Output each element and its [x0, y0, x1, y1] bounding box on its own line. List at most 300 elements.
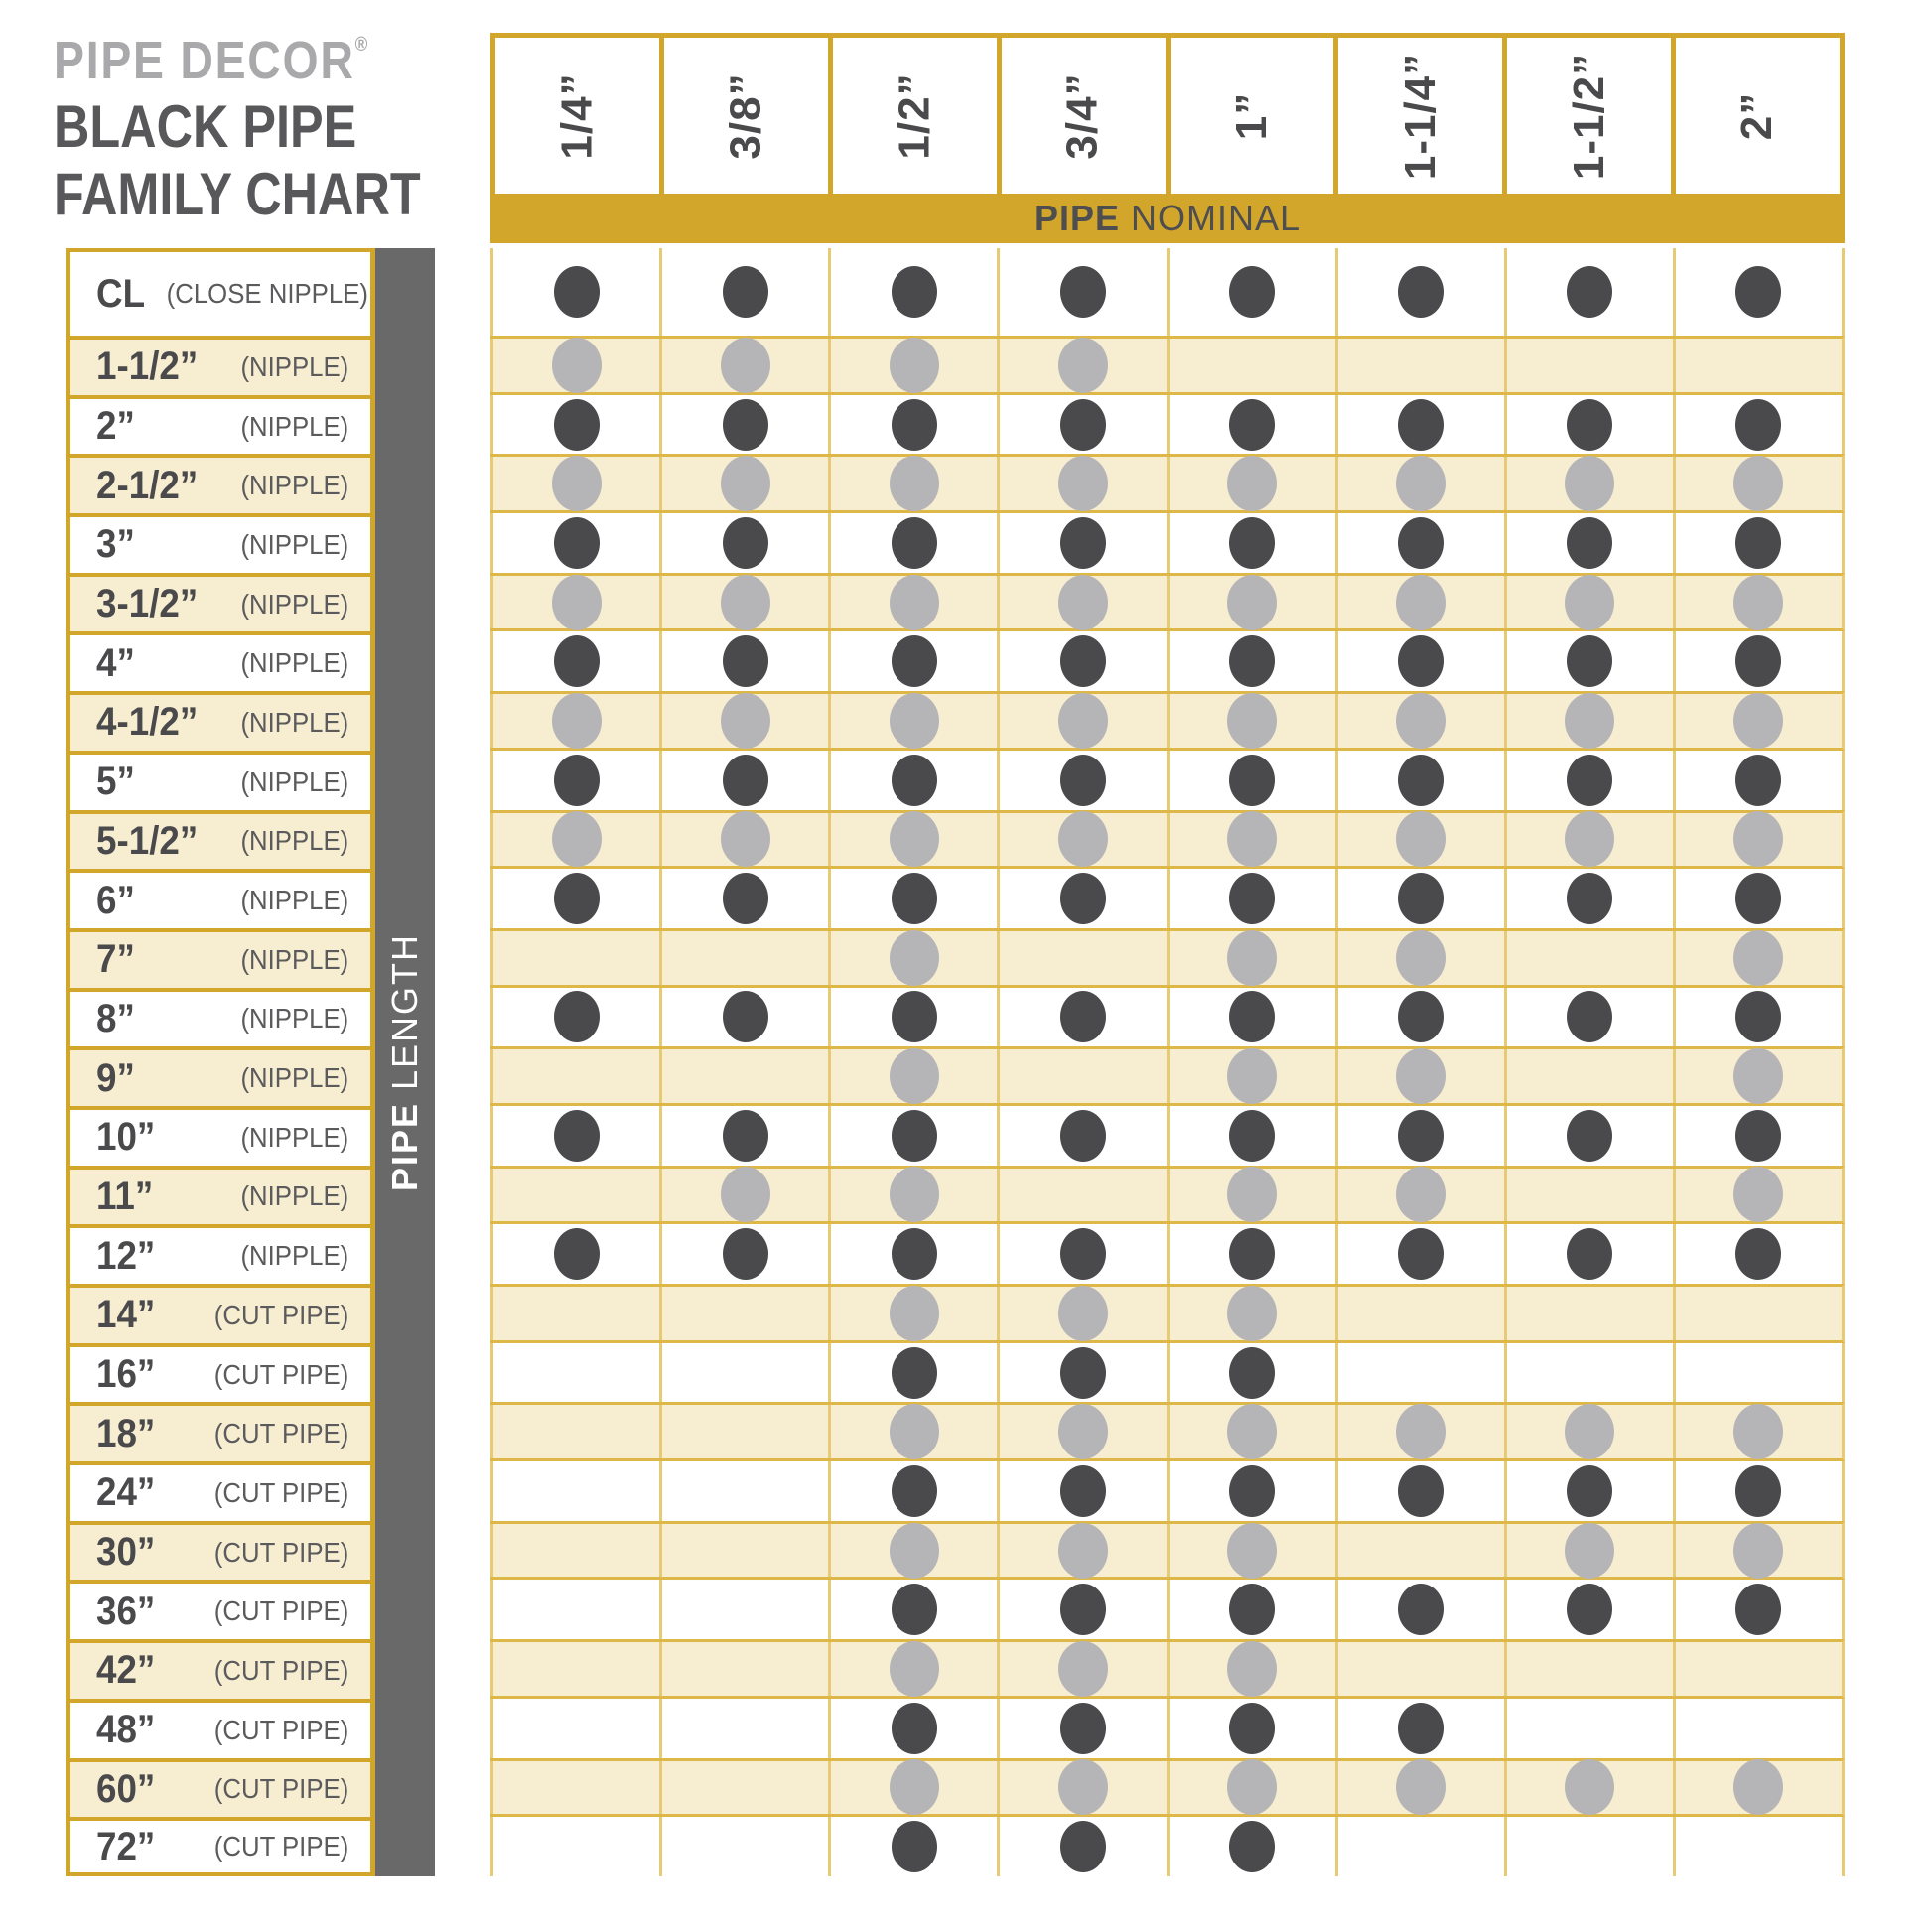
row-kind-label: (NIPPLE) [240, 765, 348, 797]
grid-cell-42”-1” [1167, 1642, 1335, 1696]
grid-cell-10”-1/2” [828, 1106, 997, 1166]
row-label-16” [66, 1343, 375, 1403]
grid-cell-2”-1-1/4” [1335, 395, 1504, 455]
grid-cell-4”-1-1/4” [1335, 631, 1504, 691]
availability-dot-18”-3/4” [1058, 1404, 1108, 1459]
availability-dot-5”-3/8” [723, 755, 768, 806]
row-label-5” [66, 751, 375, 810]
grid-cell-1-1/2”-2” [1673, 339, 1842, 392]
grid-cell-5-1/2”-2” [1673, 813, 1842, 867]
availability-dot-60”-3/4” [1058, 1759, 1108, 1815]
availability-dot-48”-1” [1229, 1703, 1275, 1754]
grid-cell-5-1/2”-3/4” [997, 813, 1166, 867]
availability-dot-11”-1” [1227, 1167, 1277, 1222]
row-kind-label: (CLOSE NIPPLE) [167, 278, 369, 309]
row-size-label: 24” [96, 1470, 156, 1515]
grid-row-5” [490, 751, 1845, 810]
availability-dot-18”-1-1/4” [1396, 1404, 1446, 1459]
grid-cell-3”-3/4” [997, 513, 1166, 573]
availability-dot-6”-3/4” [1060, 873, 1106, 924]
grid-cell-1-1/2”-1/2” [828, 339, 997, 392]
row-size-label: 72” [96, 1824, 156, 1868]
availability-dot-2”-3/8” [723, 399, 768, 451]
availability-dot-1-1/2”-1/2” [890, 338, 939, 393]
availability-dot-12”-3/8” [723, 1228, 768, 1280]
grid-cell-3-1/2”-1-1/4” [1335, 576, 1504, 629]
grid-cell-8”-1-1/4” [1335, 988, 1504, 1047]
grid-cell-CL-1/4” [490, 248, 659, 336]
pipe-length-label-rest: LENGTH [384, 932, 426, 1102]
grid-cell-48”-3/8” [659, 1699, 828, 1758]
grid-cell-36”-2” [1673, 1580, 1842, 1639]
availability-dot-CL-1-1/4” [1398, 266, 1444, 318]
availability-dot-6”-1/4” [554, 873, 600, 924]
row-kind-label: (NIPPLE) [240, 470, 348, 501]
availability-dot-CL-3/8” [723, 266, 768, 318]
grid-row-42” [490, 1639, 1845, 1699]
grid-cell-24”-1/4” [490, 1461, 659, 1521]
row-label-72” [66, 1817, 375, 1876]
availability-dot-7”-1-1/4” [1396, 930, 1446, 986]
grid-cell-7”-2” [1673, 931, 1842, 985]
availability-dot-12”-1-1/4” [1398, 1228, 1444, 1280]
grid-cell-7”-1-1/2” [1504, 931, 1673, 985]
availability-dot-4-1/2”-1” [1227, 693, 1277, 749]
grid-cell-16”-1-1/2” [1504, 1343, 1673, 1403]
availability-dot-5-1/2”-1-1/4” [1396, 811, 1446, 867]
availability-dot-4”-1/4” [554, 635, 600, 687]
column-header-3/4” [1002, 38, 1166, 194]
grid-cell-6”-1-1/2” [1504, 869, 1673, 928]
availability-dot-5”-1/2” [892, 755, 937, 806]
grid-cell-36”-1/4” [490, 1580, 659, 1639]
availability-dot-30”-3/4” [1058, 1523, 1108, 1579]
grid-cell-24”-1-1/2” [1504, 1461, 1673, 1521]
grid-cell-5”-1-1/4” [1335, 751, 1504, 810]
grid-cell-42”-1/4” [490, 1642, 659, 1696]
pipe-length-bar [375, 248, 435, 1876]
availability-dot-4”-1-1/2” [1567, 635, 1612, 687]
availability-dot-36”-1-1/4” [1398, 1584, 1444, 1635]
availability-dot-6”-1-1/4” [1398, 873, 1444, 924]
grid-row-2-1/2” [490, 454, 1845, 513]
grid-cell-2”-1” [1167, 395, 1335, 455]
availability-dot-4-1/2”-1/2” [890, 693, 939, 749]
grid-cell-2”-2” [1673, 395, 1842, 455]
availability-dot-3”-1-1/2” [1567, 517, 1612, 569]
grid-cell-48”-1” [1167, 1699, 1335, 1758]
availability-dot-2-1/2”-1-1/4” [1396, 456, 1446, 511]
grid-cell-42”-3/4” [997, 1642, 1166, 1696]
grid-row-30” [490, 1521, 1845, 1581]
availability-dot-14”-1” [1227, 1286, 1277, 1341]
availability-dot-18”-1/2” [890, 1404, 939, 1459]
row-size-label: 12” [96, 1233, 156, 1278]
grid-cell-7”-1/4” [490, 931, 659, 985]
row-label-14” [66, 1284, 375, 1343]
availability-dot-10”-3/8” [723, 1110, 768, 1162]
grid-cell-CL-1/2” [828, 248, 997, 336]
grid-cell-7”-3/4” [997, 931, 1166, 985]
grid-cell-18”-3/4” [997, 1405, 1166, 1458]
row-kind-label: (NIPPLE) [240, 1062, 348, 1094]
grid-row-4-1/2” [490, 691, 1845, 751]
availability-dot-36”-3/4” [1060, 1584, 1106, 1635]
grid-row-1-1/2” [490, 336, 1845, 395]
grid-cell-3-1/2”-1/4” [490, 576, 659, 629]
grid-cell-10”-1-1/2” [1504, 1106, 1673, 1166]
availability-dot-CL-2” [1735, 266, 1781, 318]
grid-cell-42”-1-1/2” [1504, 1642, 1673, 1696]
grid-cell-4”-1-1/2” [1504, 631, 1673, 691]
grid-row-3” [490, 513, 1845, 573]
availability-dot-18”-1” [1227, 1404, 1277, 1459]
availability-dot-3-1/2”-1-1/2” [1565, 575, 1614, 630]
column-header-label: 3/8” [721, 71, 770, 160]
grid-cell-48”-3/4” [997, 1699, 1166, 1758]
grid-cell-2-1/2”-1-1/4” [1335, 457, 1504, 510]
grid-cell-60”-2” [1673, 1761, 1842, 1815]
availability-dot-3”-3/8” [723, 517, 768, 569]
availability-dot-2”-1/2” [892, 399, 937, 451]
grid-cell-3”-1/4” [490, 513, 659, 573]
pipe-length-label-bold: PIPE [384, 1101, 426, 1192]
availability-dot-10”-1/4” [554, 1110, 600, 1162]
availability-dot-5-1/2”-1/2” [890, 811, 939, 867]
row-kind-label: (NIPPLE) [240, 1003, 348, 1035]
availability-dot-10”-1” [1229, 1110, 1275, 1162]
availability-dot-16”-1/2” [892, 1347, 937, 1399]
availability-dot-8”-1/4” [554, 991, 600, 1042]
grid-cell-5”-3/4” [997, 751, 1166, 810]
grid-cell-72”-1” [1167, 1817, 1335, 1876]
availability-dot-4-1/2”-3/8” [721, 693, 770, 749]
grid-cell-42”-1-1/4” [1335, 1642, 1504, 1696]
grid-cell-12”-1” [1167, 1224, 1335, 1284]
grid-cell-9”-3/8” [659, 1049, 828, 1103]
availability-dot-3”-1” [1229, 517, 1275, 569]
row-size-label: 6” [96, 878, 135, 922]
grid-cell-4-1/2”-1” [1167, 694, 1335, 748]
row-size-label: 11” [96, 1173, 154, 1218]
grid-cell-30”-3/8” [659, 1524, 828, 1578]
availability-dot-42”-1/2” [890, 1641, 939, 1697]
availability-dot-4-1/2”-1-1/2” [1565, 693, 1614, 749]
column-header-label: 1-1/2” [1564, 52, 1613, 180]
availability-dot-10”-3/4” [1060, 1110, 1106, 1162]
row-size-label: 16” [96, 1352, 156, 1397]
availability-dot-CL-1-1/2” [1567, 266, 1612, 318]
grid-cell-72”-1-1/2” [1504, 1817, 1673, 1876]
row-kind-label: (NIPPLE) [240, 528, 348, 560]
grid-cell-2-1/2”-3/4” [997, 457, 1166, 510]
pipe-nominal-band-rest: NOMINAL [1120, 198, 1302, 238]
grid-cell-9”-2” [1673, 1049, 1842, 1103]
availability-dot-60”-1-1/2” [1565, 1759, 1614, 1815]
availability-dot-24”-1/2” [892, 1465, 937, 1517]
grid-row-4” [490, 631, 1845, 691]
grid-cell-12”-1-1/4” [1335, 1224, 1504, 1284]
row-kind-label: (CUT PIPE) [213, 1773, 348, 1805]
column-header-1-1/4” [1338, 38, 1502, 194]
availability-dot-9”-2” [1733, 1048, 1783, 1104]
grid-cell-6”-1/4” [490, 869, 659, 928]
row-kind-label: (CUT PIPE) [213, 1654, 348, 1686]
row-kind-label: (NIPPLE) [240, 825, 348, 857]
grid-row-CL [490, 248, 1845, 336]
grid-cell-48”-2” [1673, 1699, 1842, 1758]
grid-cell-3”-1-1/4” [1335, 513, 1504, 573]
grid-cell-2”-1/4” [490, 395, 659, 455]
availability-dot-8”-1-1/4” [1398, 991, 1444, 1042]
grid-cell-3-1/2”-3/4” [997, 576, 1166, 629]
grid-cell-5”-2” [1673, 751, 1842, 810]
availability-dot-5-1/2”-1-1/2” [1565, 811, 1614, 867]
availability-dot-10”-1/2” [892, 1110, 937, 1162]
grid-cell-3”-3/8” [659, 513, 828, 573]
grid-cell-6”-3/4” [997, 869, 1166, 928]
grid-cell-60”-3/8” [659, 1761, 828, 1815]
grid-row-18” [490, 1402, 1845, 1461]
column-header-label: 3/4” [1058, 71, 1108, 160]
availability-dot-8”-1-1/2” [1567, 991, 1612, 1042]
column-header-label: 1” [1226, 91, 1276, 140]
column-header-block [490, 33, 1845, 243]
availability-dot-8”-3/8” [723, 991, 768, 1042]
grid-cell-12”-1-1/2” [1504, 1224, 1673, 1284]
availability-dot-60”-1-1/4” [1396, 1759, 1446, 1815]
grid-cell-14”-1-1/2” [1504, 1287, 1673, 1340]
row-kind-label: (CUT PIPE) [213, 1831, 348, 1863]
grid-cell-2-1/2”-1” [1167, 457, 1335, 510]
row-kind-label: (CUT PIPE) [213, 1299, 348, 1330]
grid-row-48” [490, 1699, 1845, 1758]
availability-dot-16”-3/4” [1060, 1347, 1106, 1399]
availability-dot-6”-3/8” [723, 873, 768, 924]
grid-cell-5”-1/4” [490, 751, 659, 810]
grid-cell-4-1/2”-2” [1673, 694, 1842, 748]
row-kind-label: (CUT PIPE) [213, 1536, 348, 1568]
availability-dot-2”-2” [1735, 399, 1781, 451]
availability-dot-24”-1-1/4” [1398, 1465, 1444, 1517]
grid-cell-10”-1-1/4” [1335, 1106, 1504, 1166]
grid-cell-5-1/2”-3/8” [659, 813, 828, 867]
grid-cell-3”-1-1/2” [1504, 513, 1673, 573]
grid-cell-5-1/2”-1-1/4” [1335, 813, 1504, 867]
grid-cell-4-1/2”-1/4” [490, 694, 659, 748]
availability-dot-60”-2” [1733, 1759, 1783, 1815]
row-kind-label: (CUT PIPE) [213, 1418, 348, 1449]
availability-dot-12”-1/4” [554, 1228, 600, 1280]
grid-cell-5-1/2”-1/2” [828, 813, 997, 867]
page-title-line1: BLACK PIPE [54, 93, 357, 160]
availability-dot-60”-1/2” [890, 1759, 939, 1815]
grid-cell-10”-2” [1673, 1106, 1842, 1166]
row-kind-label: (CUT PIPE) [213, 1714, 348, 1745]
availability-dot-2-1/2”-3/4” [1058, 456, 1108, 511]
grid-cell-14”-3/8” [659, 1287, 828, 1340]
grid-cell-1-1/2”-1-1/4” [1335, 339, 1504, 392]
column-headers [495, 38, 1840, 194]
row-size-label: 14” [96, 1293, 156, 1337]
row-size-label: 4” [96, 640, 135, 685]
grid-cell-6”-3/8” [659, 869, 828, 928]
availability-dot-12”-3/4” [1060, 1228, 1106, 1280]
row-label-3-1/2” [66, 573, 375, 632]
availability-dot-60”-1” [1227, 1759, 1277, 1815]
row-size-label: 1-1/2” [96, 345, 199, 389]
grid-cell-72”-1/2” [828, 1817, 997, 1876]
availability-dot-3-1/2”-1/2” [890, 575, 939, 630]
availability-dot-4”-1/2” [892, 635, 937, 687]
row-label-4-1/2” [66, 691, 375, 751]
grid-cell-12”-1/4” [490, 1224, 659, 1284]
grid-cell-11”-1-1/2” [1504, 1169, 1673, 1222]
grid-cell-7”-3/8” [659, 931, 828, 985]
grid-cell-2”-1-1/2” [1504, 395, 1673, 455]
grid-cell-2-1/2”-1/4” [490, 457, 659, 510]
row-kind-label: (CUT PIPE) [213, 1595, 348, 1627]
row-size-label: 36” [96, 1588, 156, 1633]
availability-dot-14”-1/2” [890, 1286, 939, 1341]
availability-dot-10”-1-1/2” [1567, 1110, 1612, 1162]
grid-cell-1-1/2”-1” [1167, 339, 1335, 392]
availability-dot-2”-1/4” [554, 399, 600, 451]
grid-cell-18”-2” [1673, 1405, 1842, 1458]
availability-dot-2”-1-1/4” [1398, 399, 1444, 451]
row-label-12” [66, 1224, 375, 1284]
availability-dot-2-1/2”-2” [1733, 456, 1783, 511]
grid-cell-11”-3/4” [997, 1169, 1166, 1222]
row-label-6” [66, 869, 375, 928]
row-size-label: 7” [96, 937, 135, 982]
availability-dot-3”-1/4” [554, 517, 600, 569]
grid-cell-4-1/2”-1-1/4” [1335, 694, 1504, 748]
grid-cell-CL-1” [1167, 248, 1335, 336]
column-header-3/8” [664, 38, 828, 194]
column-header-2” [1676, 38, 1840, 194]
availability-dot-18”-1-1/2” [1565, 1404, 1614, 1459]
availability-dot-4”-1-1/4” [1398, 635, 1444, 687]
grid-cell-8”-1/2” [828, 988, 997, 1047]
availability-dot-5-1/2”-3/8” [721, 811, 770, 867]
availability-dot-5-1/2”-3/4” [1058, 811, 1108, 867]
grid-cell-4-1/2”-3/8” [659, 694, 828, 748]
grid-cell-24”-3/4” [997, 1461, 1166, 1521]
grid-cell-16”-2” [1673, 1343, 1842, 1403]
grid-cell-30”-1-1/4” [1335, 1524, 1504, 1578]
grid-cell-8”-3/8” [659, 988, 828, 1047]
grid-cell-36”-1/2” [828, 1580, 997, 1639]
grid-cell-7”-1-1/4” [1335, 931, 1504, 985]
availability-dot-2”-1” [1229, 399, 1275, 451]
grid-cell-CL-3/8” [659, 248, 828, 336]
grid-cell-12”-3/4” [997, 1224, 1166, 1284]
availability-dot-2-1/2”-1” [1227, 456, 1277, 511]
availability-dot-3”-3/4” [1060, 517, 1106, 569]
brand-logo [54, 12, 421, 93]
grid-cell-10”-1” [1167, 1106, 1335, 1166]
grid-cell-3-1/2”-3/8” [659, 576, 828, 629]
row-label-11” [66, 1166, 375, 1225]
grid-cell-10”-3/8” [659, 1106, 828, 1166]
grid-cell-36”-1-1/4” [1335, 1580, 1504, 1639]
pipe-nominal-band [490, 194, 1845, 243]
availability-dot-36”-1” [1229, 1584, 1275, 1635]
row-kind-label: (NIPPLE) [240, 410, 348, 442]
availability-dot-36”-1-1/2” [1567, 1584, 1612, 1635]
dot-grid [490, 248, 1845, 1876]
availability-dot-CL-1/2” [892, 266, 937, 318]
grid-row-6” [490, 869, 1845, 928]
grid-cell-6”-1/2” [828, 869, 997, 928]
availability-dot-11”-1-1/4” [1396, 1167, 1446, 1222]
grid-cell-4”-3/4” [997, 631, 1166, 691]
grid-cell-36”-1-1/2” [1504, 1580, 1673, 1639]
grid-row-8” [490, 988, 1845, 1047]
availability-dot-36”-1/2” [892, 1584, 937, 1635]
grid-cell-5-1/2”-1” [1167, 813, 1335, 867]
row-size-label: 2-1/2” [96, 463, 199, 507]
availability-dot-12”-1/2” [892, 1228, 937, 1280]
row-size-label: 5” [96, 759, 135, 804]
availability-dot-5-1/2”-2” [1733, 811, 1783, 867]
row-label-2-1/2” [66, 454, 375, 513]
availability-dot-5”-1” [1229, 755, 1275, 806]
availability-dot-10”-1-1/4” [1398, 1110, 1444, 1162]
availability-dot-42”-1” [1227, 1641, 1277, 1697]
availability-dot-1-1/2”-1/4” [552, 338, 602, 393]
grid-cell-30”-1/2” [828, 1524, 997, 1578]
availability-dot-6”-2” [1735, 873, 1781, 924]
grid-cell-2-1/2”-1-1/2” [1504, 457, 1673, 510]
grid-cell-5”-1/2” [828, 751, 997, 810]
row-kind-label: (NIPPLE) [240, 350, 348, 382]
grid-cell-2-1/2”-1/2” [828, 457, 997, 510]
row-label-42” [66, 1639, 375, 1699]
availability-dot-2”-1-1/2” [1567, 399, 1612, 451]
grid-row-36” [490, 1580, 1845, 1639]
row-label-2” [66, 395, 375, 455]
row-kind-label: (NIPPLE) [240, 647, 348, 679]
grid-cell-CL-1-1/2” [1504, 248, 1673, 336]
row-kind-label: (CUT PIPE) [213, 1358, 348, 1390]
availability-dot-72”-3/4” [1060, 1821, 1106, 1872]
row-label-9” [66, 1046, 375, 1106]
grid-cell-1-1/2”-1-1/2” [1504, 339, 1673, 392]
row-kind-label: (NIPPLE) [240, 1180, 348, 1212]
grid-cell-2-1/2”-3/8” [659, 457, 828, 510]
availability-dot-4”-2” [1735, 635, 1781, 687]
grid-row-5-1/2” [490, 810, 1845, 870]
row-size-label: 18” [96, 1411, 156, 1455]
grid-cell-9”-3/4” [997, 1049, 1166, 1103]
grid-row-60” [490, 1758, 1845, 1818]
grid-cell-8”-3/4” [997, 988, 1166, 1047]
grid-cell-4-1/2”-1/2” [828, 694, 997, 748]
column-header-1/4” [495, 38, 659, 194]
grid-cell-1-1/2”-3/4” [997, 339, 1166, 392]
brand-logo-text: PIPE DECOR [54, 31, 355, 90]
row-kind-label: (NIPPLE) [240, 1240, 348, 1272]
grid-cell-5-1/2”-1/4” [490, 813, 659, 867]
page-title-line2: FAMILY CHART [54, 161, 421, 227]
grid-cell-42”-1/2” [828, 1642, 997, 1696]
availability-dot-6”-1-1/2” [1567, 873, 1612, 924]
row-kind-label: (CUT PIPE) [213, 1476, 348, 1508]
grid-cell-2”-1/2” [828, 395, 997, 455]
grid-cell-60”-1/2” [828, 1761, 997, 1815]
